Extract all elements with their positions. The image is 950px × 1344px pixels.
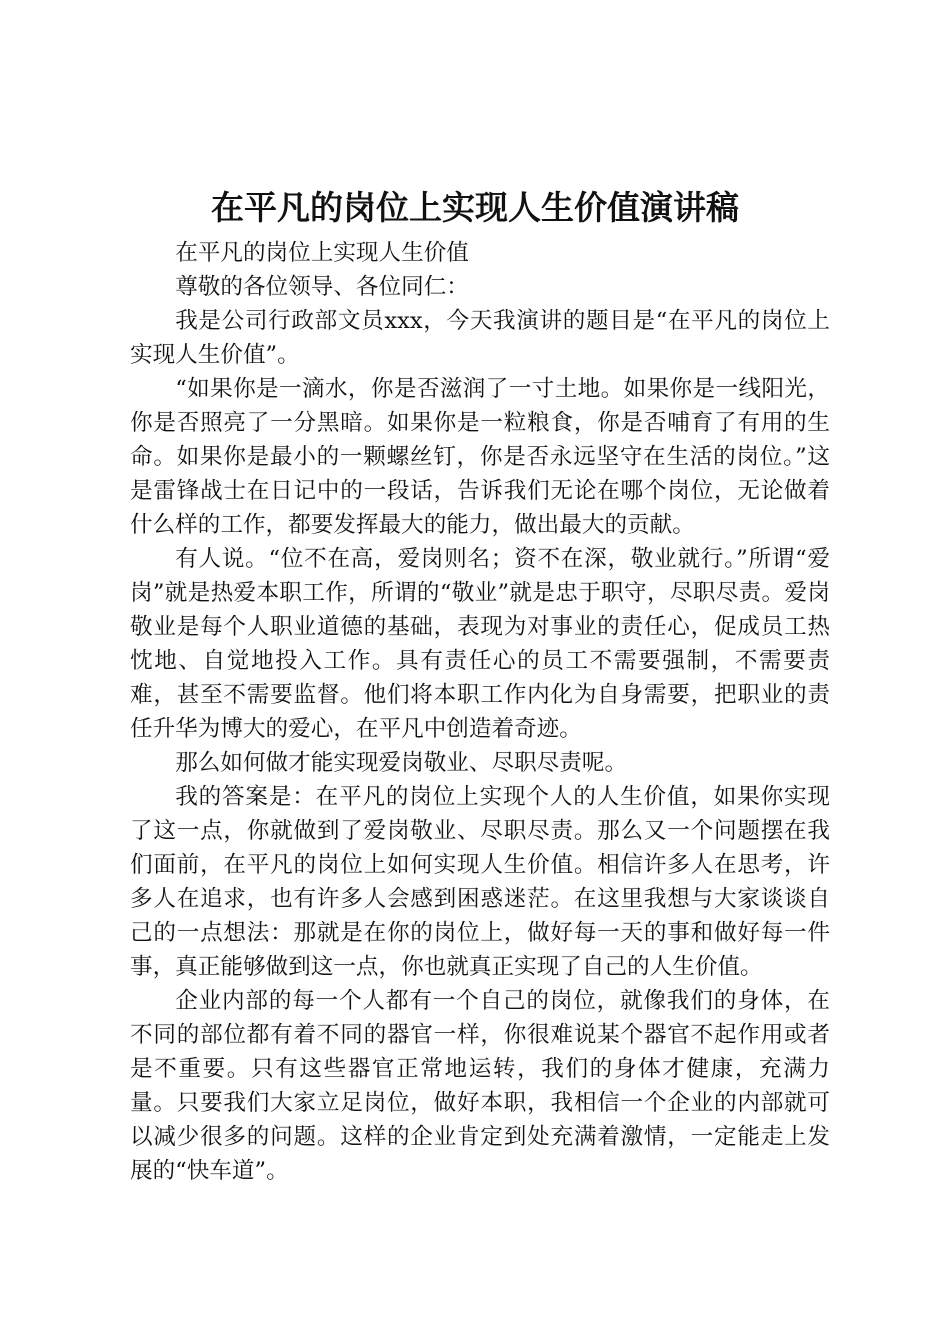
intro-paragraph: 我是公司行政部文员xxx，今天我演讲的题目是“在平凡的岗位上实现人生价值”。 xyxy=(130,308,830,368)
dedication-paragraph: 有人说。“位不在高，爱岗则名；资不在深，敬业就行。”所谓“爱岗”就是热爱本职工作，所谓的“敬业”就是忠于职守，尽职尽责。爱岗敬业是每个人职业道德的基础，表现为对事业的责任心，促成员工热忱地、自觉地投入工作。具有责任心的员工不需要强制，不需要责难，甚至不需要监督。他们将本职工作内化为自身需要，把职业的责任升华为博大的爱心，在平凡中创造着奇迹。 xyxy=(130,546,830,742)
document-body xyxy=(130,236,830,1188)
document-title: 在平凡的岗位上实现人生价值演讲稿 xyxy=(211,188,739,227)
subtitle-paragraph: 在平凡的岗位上实现人生价值 xyxy=(175,240,469,266)
answer-paragraph: 我的答案是：在平凡的岗位上实现个人的人生价值，如果你实现了这一点，你就做到了爱岗敬业、尽职尽责。那么又一个问题摆在我们面前，在平凡的岗位上如何实现人生价值。相信许多人在思考，许多人在追求，也有许多人会感到困惑迷茫。在这里我想与大家谈谈自己的一点想法：那就是在你的岗位上，做好每一天的事和做好每一件事，真正能够做到这一点，你也就真正实现了自己的人生价值。 xyxy=(130,784,830,980)
question-paragraph: 那么如何做才能实现爱岗敬业、尽职尽责呢。 xyxy=(175,750,628,776)
enterprise-paragraph: 企业内部的每一个人都有一个自己的岗位，就像我们的身体，在不同的部位都有着不同的器官一样，你很难说某个器官不起作用或者是不重要。只有这些器官正常地运转，我们的身体才健康，充满力量。只要我们大家立足岗位，做好本职，我相信一个企业的内部就可以减少很多的问题。这样的企业肯定到处充满着激情，一定能走上发展的“快车道”。 xyxy=(130,988,830,1184)
quote-paragraph: “如果你是一滴水，你是否滋润了一寸土地。如果你是一线阳光，你是否照亮了一分黑暗。如果你是一粒粮食，你是否哺育了有用的生命。如果你是最小的一颗螺丝钉，你是否永远坚守在生活的岗位。”这是雷锋战士在日记中的一段话，告诉我们无论在哪个岗位，无论做着什么样的工作，都要发挥最大的能力，做出最大的贡献。 xyxy=(130,376,830,538)
salutation-paragraph: 尊敬的各位领导、各位同仁： xyxy=(175,274,469,300)
